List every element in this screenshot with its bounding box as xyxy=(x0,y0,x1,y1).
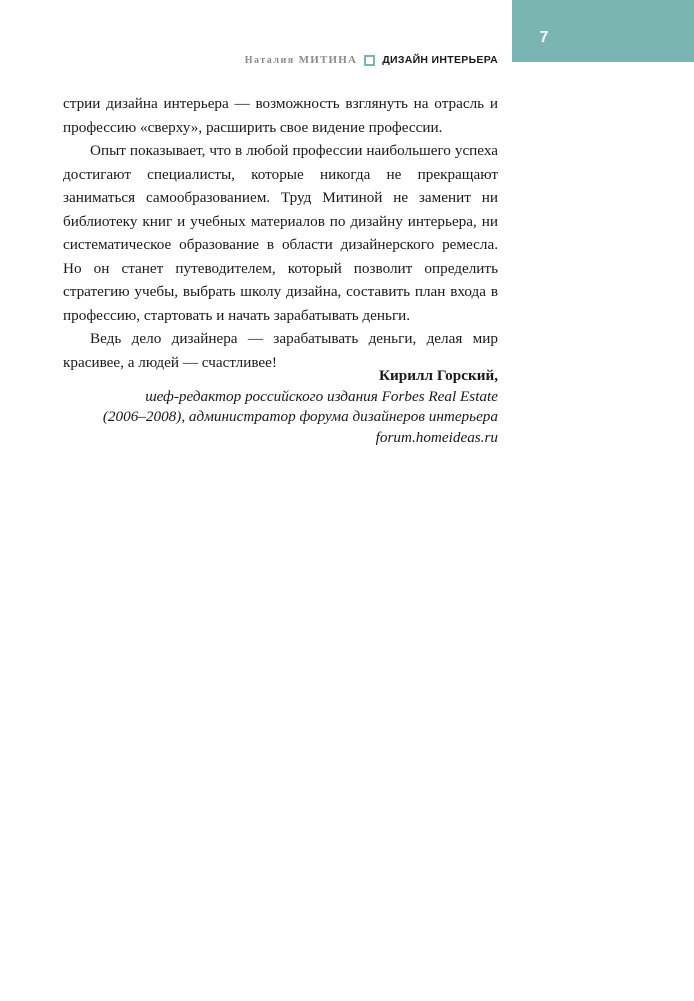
signature-role-line: (2006–2008), администратор форума дизайнеров интерьера xyxy=(102,408,498,425)
header-author-first: Наталия xyxy=(244,55,295,66)
header-book-title: ДИЗАЙН ИНТЕРЬЕРА xyxy=(382,54,498,66)
body-text xyxy=(63,92,498,374)
signature-website: forum.homeideas.ru xyxy=(375,428,498,446)
signature-name: Кирилл Горский, xyxy=(379,367,498,384)
paragraph: Ведь дело дизайнера — зарабатывать деньги, делая мир красивее, а людей — счастливее! xyxy=(63,330,498,371)
square-marker-icon xyxy=(364,55,375,66)
page-number: 7 xyxy=(539,29,549,46)
signature-block xyxy=(63,366,498,448)
running-header xyxy=(0,50,498,70)
header-author xyxy=(245,54,357,66)
paragraph: Опыт показывает, что в любой профессии наибольшего успеха достигают специалисты, которые никогда не прекращают заниматься самообразованием. Труд Митиной не заменит ни библиотеку книг и учебных материалов по дизайну интерьера, ни систематическое образование в области дизайнерского ремесла. Но он станет путеводителем, который позволит определить стратегию учебы, выбрать школу дизайна, составить план входа в профессию, стартовать и начать зарабатывать деньги. xyxy=(63,142,498,324)
paragraph: стрии дизайна интерьера — возможность взглянуть на отрасль и профессию «сверху», расширить свое видение профессии. xyxy=(63,95,498,136)
page-number-tab xyxy=(512,0,694,62)
header-author-last: МИТИНА xyxy=(298,54,358,66)
signature-role-line: шеф-редактор российского издания Forbes Real Estate xyxy=(145,387,498,405)
